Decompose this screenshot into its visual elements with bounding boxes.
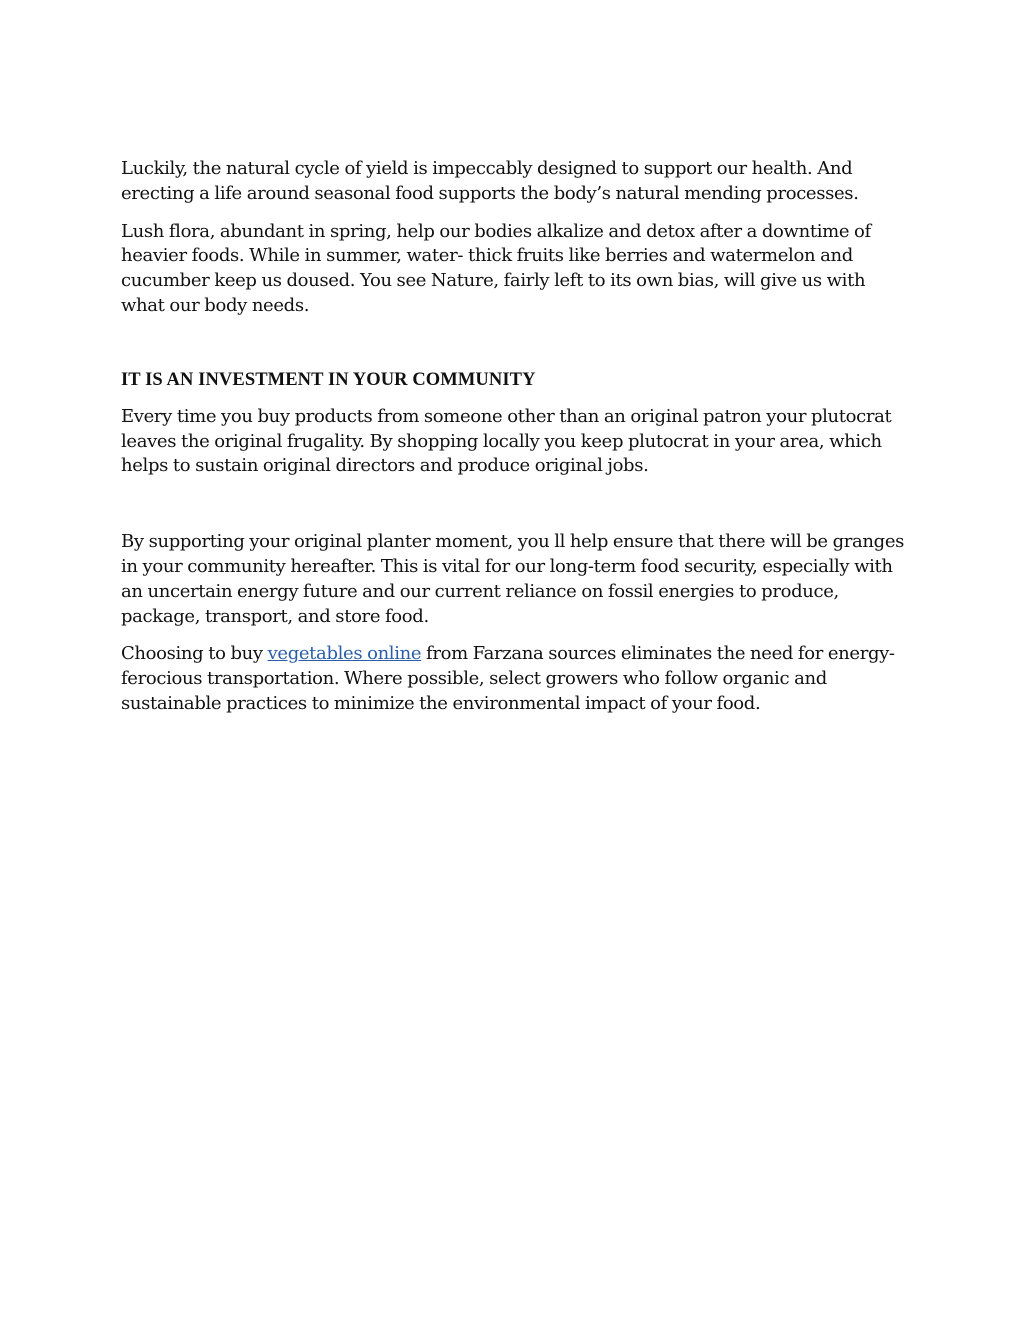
spacer: [121, 332, 911, 368]
vegetables-online-link[interactable]: vegetables online: [267, 643, 422, 665]
document-page: [121, 157, 911, 730]
paragraph-choosing-to-buy: [121, 642, 911, 716]
paragraph-supporting-planter: By supporting your original planter moment, you ll help ensure that there will be granges in your community hereafter. This is vital for our long-term food security, especially with an uncertain energy future and our current reliance on fossil energies to produce, package, transport, and store food.: [121, 531, 905, 627]
paragraph-lush-flora: Lush flora, abundant in spring, help our bodies alkalize and detox after a downtime of heavier foods. While in summer, water- thick fruits like berries and watermelon and cucumber keep us doused. You see Nature, fairly left to its own bias, will give us with what our body needs.: [121, 220, 871, 316]
choosing-text-before-link: Choosing to buy: [121, 643, 268, 665]
paragraph-natural-cycle: Luckily, the natural cycle of yield is impeccably designed to support our health. And erecting a life around seasonal food supports the body’s natural mending processes.: [121, 158, 859, 204]
section-heading-community: IT IS AN INVESTMENT IN YOUR COMMUNITY: [121, 369, 536, 390]
paragraph-community-investment: Every time you buy products from someone other than an original patron your plutocrat leaves the original frugality. By shopping locally you keep plutocrat in your area, which helps to sustain original directors and produce original jobs.: [121, 405, 892, 477]
spacer: [121, 492, 911, 530]
choosing-text-after-link: from Farzana sources eliminates the need for energy-ferocious transportation. Where possible, select growers who follow organic and sustainable practices to minimize the environmental impact of your food.: [121, 643, 895, 714]
